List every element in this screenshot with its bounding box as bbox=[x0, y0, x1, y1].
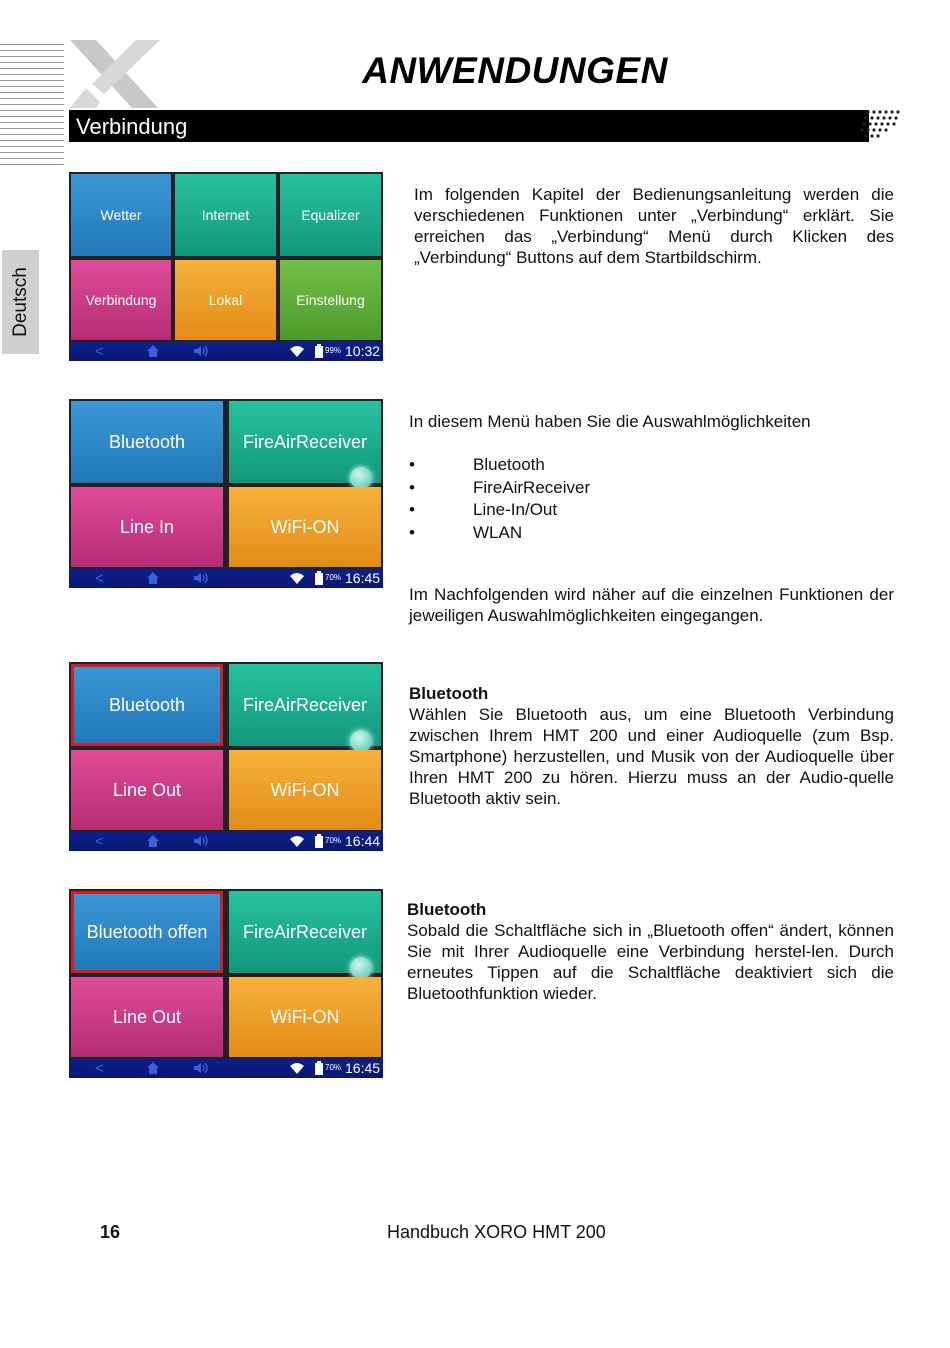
tile-label: Equalizer bbox=[301, 207, 360, 223]
bullet-icon: • bbox=[409, 477, 415, 497]
connection-badge-icon bbox=[350, 730, 372, 752]
back-icon[interactable]: < bbox=[95, 833, 104, 850]
menu-intro: In diesem Menü haben Sie die Auswahlmöglichkeiten bbox=[409, 412, 811, 431]
bullet-icon: • bbox=[409, 500, 415, 519]
battery-percent: 99% bbox=[325, 346, 342, 355]
tile-verbindung[interactable] bbox=[71, 260, 171, 340]
screenshot-bluetooth-open bbox=[69, 889, 383, 1078]
bluetooth-body-2: Sobald die Schaltfläche sich in „Bluetooth offen“ ändert, können Sie mit Ihrer Audioquelle eine Verbindung herstel-len. Durch erneutes Tippen auf die Schaltfläche deaktiviert sich die Bluetoothfunktion wieder. bbox=[407, 921, 894, 1003]
tile-label: Line Out bbox=[112, 1006, 182, 1027]
tile-label: WiFi-ON bbox=[270, 1006, 340, 1027]
list-item-text: FireAirReceiver bbox=[473, 477, 591, 497]
followup-paragraph: Im Nachfolgenden wird näher auf die einzelnen Funktionen der jeweiligen Auswahlmöglichkeiten eingegangen. bbox=[409, 585, 894, 625]
tile-bluetooth[interactable] bbox=[71, 401, 223, 483]
bullet-icon: • bbox=[409, 455, 415, 474]
volume-icon[interactable] bbox=[193, 344, 211, 358]
back-icon[interactable]: < bbox=[95, 343, 104, 360]
tile-wetter[interactable] bbox=[71, 174, 171, 256]
home-icon[interactable] bbox=[146, 571, 160, 585]
connection-badge-icon bbox=[350, 467, 372, 489]
battery-icon bbox=[315, 1061, 323, 1075]
tile-label: FireAirReceiver bbox=[242, 431, 368, 452]
battery-icon bbox=[315, 834, 323, 848]
battery-percent: 70% bbox=[325, 1063, 342, 1072]
tile-label: Verbindung bbox=[85, 292, 157, 308]
volume-icon[interactable] bbox=[193, 1061, 211, 1075]
xoro-logo-icon bbox=[66, 38, 166, 110]
status-bar bbox=[69, 832, 383, 851]
status-bar bbox=[69, 1059, 383, 1078]
tile-bluetooth[interactable] bbox=[71, 664, 223, 746]
tile-wifi-on[interactable] bbox=[229, 487, 381, 567]
intro-paragraph: Im folgenden Kapitel der Bedienungsanleitung werden die verschiedenen Funktionen unter „Verbindung“ erklärt. Sie erreichen das „Verbindung“ Menü durch Klicken des „Verbindung“ Buttons auf dem Startbildschirm. bbox=[414, 185, 894, 267]
bluetooth-heading-2: Bluetooth bbox=[407, 900, 487, 919]
tile-label: Wetter bbox=[100, 207, 142, 223]
battery-percent: 70% bbox=[325, 573, 342, 582]
decorative-dots bbox=[858, 108, 903, 142]
back-icon[interactable]: < bbox=[95, 1060, 104, 1077]
connection-badge-icon bbox=[350, 957, 372, 979]
tile-einstellung[interactable] bbox=[280, 260, 381, 340]
language-label: Deutsch bbox=[9, 267, 31, 337]
bluetooth-section-1 bbox=[409, 683, 894, 809]
list-item-text: Bluetooth bbox=[473, 455, 545, 474]
tile-label: Bluetooth bbox=[108, 694, 186, 715]
tile-line-in[interactable] bbox=[71, 487, 223, 567]
tile-wifi-on[interactable] bbox=[229, 750, 381, 830]
home-icon[interactable] bbox=[146, 1061, 160, 1075]
tile-label: Bluetooth bbox=[108, 431, 186, 452]
page-title: ANWENDUNGEN bbox=[362, 50, 668, 91]
tile-label: Einstellung bbox=[296, 292, 365, 308]
margin-stripes bbox=[0, 44, 64, 174]
language-tab bbox=[2, 250, 39, 354]
section-title: Verbindung bbox=[76, 114, 188, 139]
tile-label: WiFi-ON bbox=[270, 516, 340, 537]
battery-icon bbox=[315, 344, 323, 358]
page-number: 16 bbox=[100, 1222, 121, 1242]
tile-line-out[interactable] bbox=[71, 977, 223, 1057]
tile-equalizer[interactable] bbox=[280, 174, 381, 256]
home-icon[interactable] bbox=[146, 344, 160, 358]
clock-time: 10:32 bbox=[345, 343, 381, 359]
list-item-text: WLAN bbox=[473, 522, 523, 542]
tile-label: Line In bbox=[119, 516, 175, 537]
wifi-icon bbox=[289, 345, 305, 358]
battery-percent: 70% bbox=[325, 836, 342, 845]
wifi-icon bbox=[289, 572, 305, 585]
screenshot-bluetooth-selected bbox=[69, 662, 383, 851]
home-icon[interactable] bbox=[146, 834, 160, 848]
wifi-icon bbox=[289, 835, 305, 848]
volume-icon[interactable] bbox=[193, 834, 211, 848]
tile-label: Bluetooth offen bbox=[86, 921, 208, 942]
footer-title: Handbuch XORO HMT 200 bbox=[387, 1222, 606, 1242]
back-icon[interactable]: < bbox=[95, 570, 104, 587]
volume-icon[interactable] bbox=[193, 571, 211, 585]
screenshot-start-screen bbox=[69, 172, 383, 361]
wifi-icon bbox=[289, 1062, 305, 1075]
clock-time: 16:44 bbox=[345, 833, 381, 849]
tile-label: Line Out bbox=[112, 779, 182, 800]
bluetooth-section-2 bbox=[407, 899, 894, 1004]
clock-time: 16:45 bbox=[345, 570, 381, 586]
tile-label: Lokal bbox=[208, 292, 243, 308]
status-bar bbox=[69, 342, 383, 361]
section-header bbox=[69, 110, 869, 142]
bluetooth-heading-1: Bluetooth bbox=[409, 684, 489, 703]
tile-internet[interactable] bbox=[175, 174, 276, 256]
tile-label: WiFi-ON bbox=[270, 779, 340, 800]
status-bar bbox=[69, 569, 383, 588]
tile-lokal[interactable] bbox=[175, 260, 276, 340]
tile-label: Internet bbox=[201, 207, 250, 223]
list-item-text: Line-In/Out bbox=[473, 500, 558, 519]
tile-label: FireAirReceiver bbox=[242, 921, 368, 942]
bluetooth-body-1: Wählen Sie Bluetooth aus, um eine Bluetooth Verbindung zwischen Ihrem HMT 200 und einer Audioquelle (zum Bsp. Smartphone) herzustellen, und Musik von der Audioquelle über Ihren HMT 200 zu hören. Hierzu muss an der Audio-quelle Bluetooth aktiv sein. bbox=[409, 705, 894, 808]
tile-bluetooth-offen[interactable] bbox=[71, 891, 223, 973]
tile-wifi-on[interactable] bbox=[229, 977, 381, 1057]
bullet-icon: • bbox=[409, 522, 415, 542]
tile-line-out[interactable] bbox=[71, 750, 223, 830]
clock-time: 16:45 bbox=[345, 1060, 381, 1076]
battery-icon bbox=[315, 571, 323, 585]
tile-label: FireAirReceiver bbox=[242, 694, 368, 715]
screenshot-verbindung-menu bbox=[69, 399, 383, 588]
